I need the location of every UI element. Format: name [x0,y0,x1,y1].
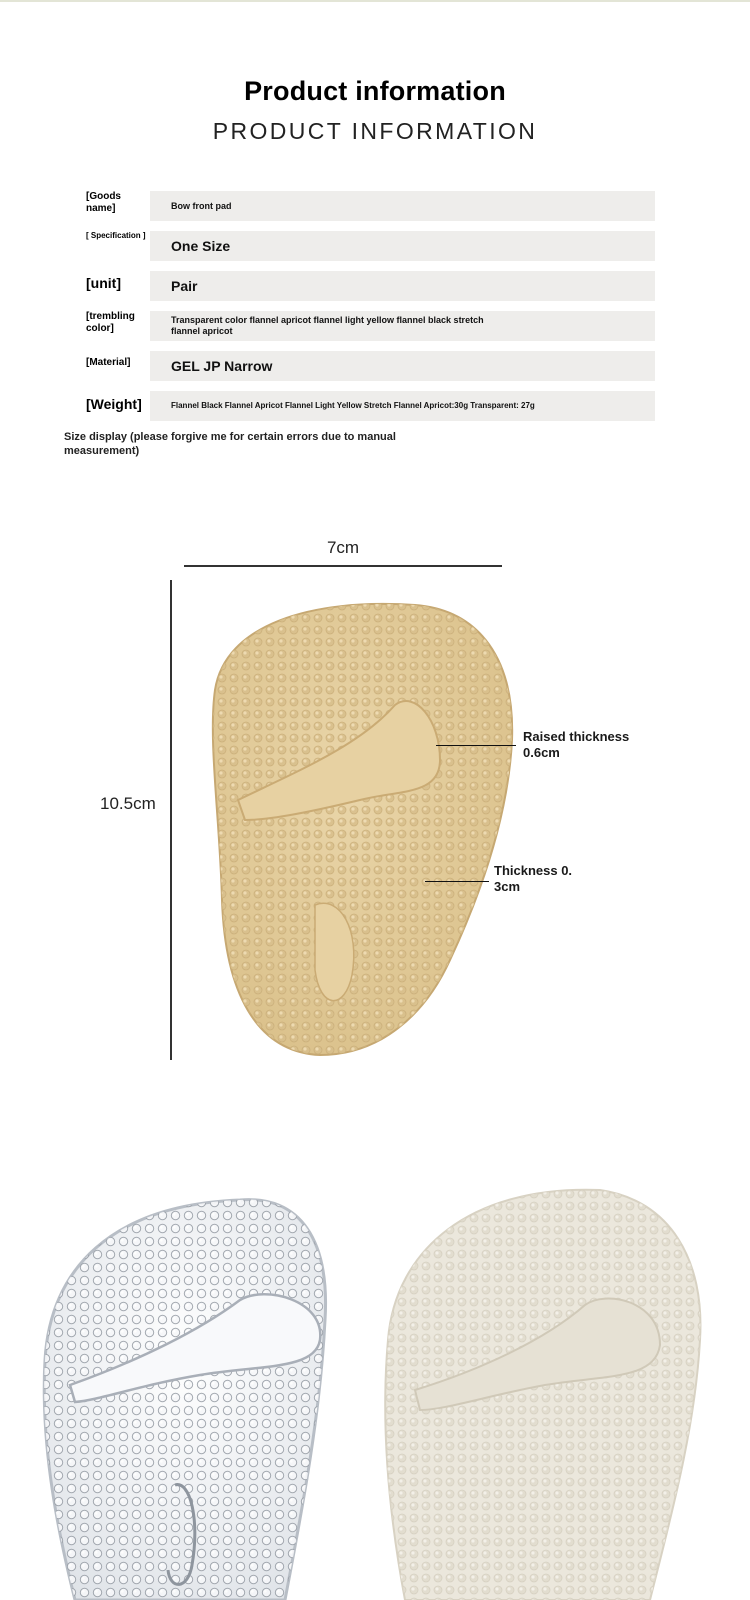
transparent-pad-image [44,1200,325,1600]
apricot-pad-image [213,604,512,1055]
width-dimension-line [184,565,502,567]
spec-label: [Weight] [86,396,142,412]
height-dimension-label: 10.5cm [100,794,156,813]
thickness-leader [425,881,489,882]
width-dimension-label: 7cm [326,538,360,557]
size-display-caption: Size display (please forgive me for certain errors due to manual measurement) [64,431,396,457]
light-flannel-pad-image [385,1190,700,1600]
spec-value: Pair [150,271,655,301]
spec-value: One Size [150,231,655,261]
spec-label: [ Specification ] [86,231,146,240]
thickness-label: Thickness 0. 3cm [494,863,582,895]
spec-label: [trembling color] [86,311,135,334]
spec-value: Flannel Black Flannel Apricot Flannel Light Yellow Stretch Flannel Apricot:30g Transparent: 27g [150,391,655,421]
page-subtitle: PRODUCT INFORMATION [212,118,538,144]
spec-value: GEL JP Narrow [150,351,655,381]
height-dimension-line [170,580,172,1060]
spec-label: [Goods name] [86,191,121,214]
spec-label: [unit] [86,275,121,291]
spec-value: Bow front pad [150,191,655,221]
page-title: Product information [244,76,506,106]
raised-thickness-leader [436,745,516,746]
spec-value: Transparent color flannel apricot flannel light yellow flannel black stretch flannel apricot [150,311,655,341]
raised-thickness-label: Raised thickness 0.6cm [523,729,647,761]
spec-label: [Material] [86,357,131,368]
